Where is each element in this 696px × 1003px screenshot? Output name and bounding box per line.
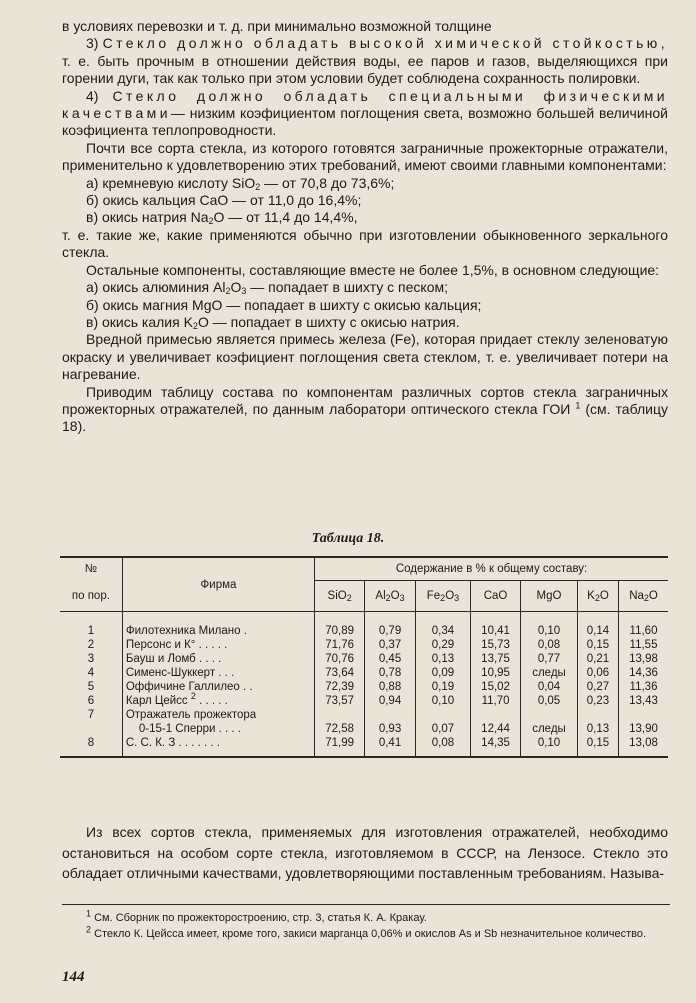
cell-k2o: 0,23 xyxy=(577,694,618,708)
paragraph-10: Из всех сортов стекла, применяемых для изготовления отражателей, необходимо остановиться на особом сорте стекла, изготовляемом в СССР, на Лензосе. Стекло это обладает отличными качествами, удовлетворяющими поставленным требованиям. Называ- xyxy=(62,824,668,881)
minor-component-c: в) окись калия $K_2O$ — попадает в шихту с окисью натрия. xyxy=(86,313,460,331)
paragraph-6: т. е. такие же, какие применяются обычно при изготовлении обыкновенного зеркального стекла. xyxy=(62,226,668,261)
row-firm: С. С. К. З . . . . . . . xyxy=(122,736,314,757)
page-number: 144 xyxy=(62,969,85,985)
row-firm: Персонс и К° . . . . . xyxy=(122,638,314,652)
cell-fe2o3: 0,08 xyxy=(415,736,470,757)
cell-mgo: следы xyxy=(521,666,578,680)
col-header-k2o: $K_2O$ xyxy=(577,581,618,612)
cell-al2o3: 0,93 xyxy=(365,722,416,736)
cell-cao: 15,02 xyxy=(471,680,521,694)
cell-k2o: 0,15 xyxy=(577,736,618,757)
row-firm: Карл Цейсс $^2$ . . . . . xyxy=(122,694,314,708)
cell-al2o3: 0,79 xyxy=(365,612,416,639)
col-header-number: № xyxy=(84,563,98,576)
cell-mgo: 0,10 xyxy=(521,736,578,757)
row-number: 4 xyxy=(87,667,95,679)
row-number: 2 xyxy=(87,639,95,651)
item-number: 3) xyxy=(86,35,99,52)
closing-paragraph xyxy=(62,822,668,884)
footnote-2: $^2$ Стекло К. Цейсса имеет, кроме того, закиси марганца 0,06% и окислов As и Sb незначительное количество. xyxy=(86,924,647,940)
cell-na2o: 11,60 xyxy=(619,612,668,639)
cell-mgo: следы xyxy=(521,722,578,736)
component-c: в) окись натрия $Na_2O$ — от 11,4 до 14,4%, xyxy=(86,209,358,227)
row-number: 6 xyxy=(87,695,95,707)
cell-na2o: 13,90 xyxy=(619,722,668,736)
cell-al2o3: 0,88 xyxy=(365,680,416,694)
cell-sio2: 72,58 xyxy=(315,722,365,736)
cell-al2o3: 0,78 xyxy=(365,666,416,680)
footnote-divider xyxy=(62,904,670,905)
row-firm: Оффичине Галлилео . . xyxy=(122,680,314,694)
footnote-ref: 2 xyxy=(190,691,196,702)
cell-cao: 15,73 xyxy=(471,638,521,652)
cell-na2o: 13,98 xyxy=(619,652,668,666)
paragraph-3 xyxy=(62,35,668,87)
footnote-ref: 1 xyxy=(575,400,581,411)
cell-sio2: 73,64 xyxy=(315,666,365,680)
row-number: 7 xyxy=(87,709,95,721)
minor-component-b: б) окись магния MgO — попадает в шихту с окисью кальция; xyxy=(86,296,482,313)
table-row xyxy=(60,638,668,652)
cell-mgo: 0,10 xyxy=(521,612,578,639)
cell-mgo: 0,04 xyxy=(521,680,578,694)
col-header-number-2: по пор. xyxy=(60,581,122,612)
paragraph-text: — низким коэфициентом поглощения света, возможно большей величиной коэфициента теплопроводности. xyxy=(62,105,668,139)
cell-na2o: 14,36 xyxy=(619,666,668,680)
cell-sio2: 73,57 xyxy=(315,694,365,708)
cell-k2o: 0,06 xyxy=(577,666,618,680)
body-text xyxy=(62,18,668,436)
cell-sio2: 71,76 xyxy=(315,638,365,652)
cell-na2o: 13,08 xyxy=(619,736,668,757)
col-header-mgo: MgO xyxy=(521,581,578,612)
row-firm-line2: 0-15-1 Сперри . . . . xyxy=(122,722,314,736)
col-header-na2o: $Na_2O$ xyxy=(619,581,668,612)
row-number: 1 xyxy=(87,625,95,637)
paragraph-4 xyxy=(62,88,668,140)
cell-fe2o3: 0,29 xyxy=(415,638,470,652)
cell-mgo: 0,05 xyxy=(521,694,578,708)
cell-cao: 13,75 xyxy=(471,652,521,666)
cell-al2o3: 0,41 xyxy=(365,736,416,757)
cell-cao: 10,41 xyxy=(471,612,521,639)
table-row xyxy=(60,666,668,680)
cell-al2o3: 0,45 xyxy=(365,652,416,666)
item-number: 4) xyxy=(86,87,99,104)
row-number: 3 xyxy=(87,653,95,665)
line-continuation: в условиях перевозки и т. д. при минимально возможной толщине xyxy=(62,18,492,34)
cell-k2o: 0,21 xyxy=(577,652,618,666)
cell-fe2o3: 0,34 xyxy=(415,612,470,639)
cell-fe2o3: 0,19 xyxy=(415,680,470,694)
cell-k2o: 0,14 xyxy=(577,612,618,639)
cell-na2o: 13,43 xyxy=(619,694,668,708)
cell-k2o: 0,15 xyxy=(577,638,618,652)
cell-cao: 12,44 xyxy=(471,722,521,736)
cell-sio2: 70,89 xyxy=(315,612,365,639)
cell-mgo: 0,77 xyxy=(521,652,578,666)
cell-al2o3: 0,94 xyxy=(365,694,416,708)
composition-table xyxy=(60,556,668,758)
cell-fe2o3: 0,13 xyxy=(415,652,470,666)
col-header-sio2: SiO$_2$ xyxy=(315,581,365,612)
spaced-emphasis: Стекло должно обладать специальными физическими качествами xyxy=(62,87,668,122)
paragraph-9: Приводим таблицу состава по компонентам различных сортов стекла заграничных прожекторных отражателей, по данным лаборатори оптического стекла ГОИ $^1$ (см. таблицу 18). xyxy=(62,383,668,435)
cell-sio2: 70,76 xyxy=(315,652,365,666)
row-number: 5 xyxy=(87,681,95,693)
table-row xyxy=(60,708,668,722)
col-header-firm: Фирма xyxy=(122,557,314,612)
paragraph-7: Остальные компоненты, составляющие вместе не более 1,5%, в основном следующие: xyxy=(86,261,660,278)
cell-al2o3: 0,37 xyxy=(365,638,416,652)
row-firm: Сименс-Шуккерт . . . xyxy=(122,666,314,680)
component-a: а) кремневую кислоту SiO$_2$ — от 70,8 до 73,6%; xyxy=(86,174,395,192)
paragraph-8: Вредной примесью является примесь железа (Fe), которая придает стеклу зеленоватую окраску и увеличивает коэфициент поглощения света стеклом, т. е. увеличивает потери на нагревание. xyxy=(62,331,668,383)
row-firm: Отражатель прожектора xyxy=(122,708,314,722)
row-firm: Бауш и Ломб . . . . xyxy=(122,652,314,666)
minor-component-a: а) окись алюминия $Al_2O_3$ — попадает в шихту с песком; xyxy=(86,279,449,297)
table-row xyxy=(60,652,668,666)
cell-mgo: 0,08 xyxy=(521,638,578,652)
table-row xyxy=(60,680,668,694)
cell-na2o: 11,55 xyxy=(619,638,668,652)
paragraph-5: Почти все сорта стекла, из которого готовятся заграничные прожекторные отражатели, применительно к удовлетворению этих требований, имеют своими главными компонентами: xyxy=(62,139,668,174)
cell-fe2o3: 0,07 xyxy=(415,722,470,736)
col-header-al2o3: $Al_2O_3$ xyxy=(365,581,416,612)
table-row xyxy=(60,612,668,639)
paragraph-text: т. е. быть прочным в отношении действия воды, ее паров и газов, выделяющихся при горении дуги, так как только при этом условии будет соблюдена сохранность полировки. xyxy=(62,52,668,87)
cell-sio2: 72,39 xyxy=(315,680,365,694)
col-header-fe2o3: $Fe_2O_3$ xyxy=(415,581,470,612)
table-row xyxy=(60,736,668,757)
table-caption: Таблица 18. xyxy=(311,531,385,546)
footnote-1: $^1$ См. Сборник по прожектоpостроению, стр. 3, статья К. А. Кракау. xyxy=(86,908,427,924)
cell-fe2o3: 0,10 xyxy=(415,694,470,708)
cell-fe2o3: 0,09 xyxy=(415,666,470,680)
row-firm: Филотехника Милано . xyxy=(122,612,314,639)
footnotes xyxy=(62,910,668,942)
cell-k2o: 0,27 xyxy=(577,680,618,694)
cell-cao: 14,35 xyxy=(471,736,521,757)
cell-cao: 11,70 xyxy=(471,694,521,708)
component-b: б) окись кальция CaO — от 11,0 до 16,4%; xyxy=(86,192,362,209)
cell-sio2: 71,99 xyxy=(315,736,365,757)
cell-na2o: 11,36 xyxy=(619,680,668,694)
table-row xyxy=(60,694,668,708)
cell-k2o: 0,13 xyxy=(577,722,618,736)
cell-cao: 10,95 xyxy=(471,666,521,680)
col-header-cao: CaO xyxy=(471,581,521,612)
spaced-emphasis: Стекло должно обладать высокой химической стойкостью, xyxy=(102,35,668,52)
col-group-header: Содержание в % к общему составу: xyxy=(315,557,668,581)
row-number: 8 xyxy=(60,736,122,757)
table-row-continued xyxy=(60,722,668,736)
